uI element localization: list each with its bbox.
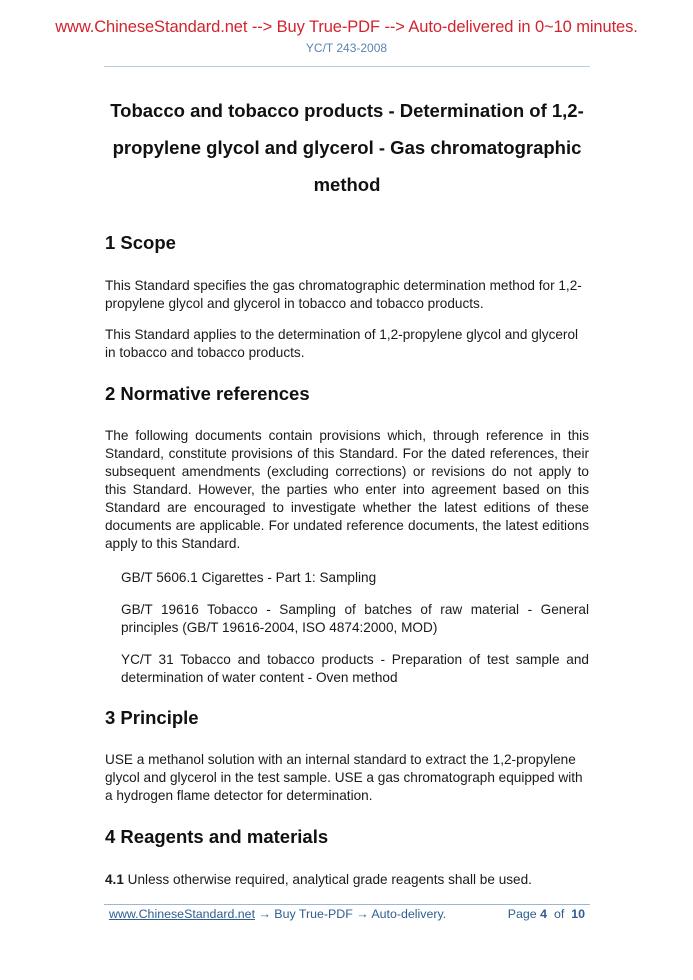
document-code: YC/T 243-2008 xyxy=(305,41,388,55)
section-heading-reagents: 4 Reagents and materials xyxy=(105,826,329,847)
page-indicator xyxy=(508,907,585,921)
footer-promo xyxy=(109,907,446,921)
of-label: of xyxy=(553,907,565,921)
title-line-3: method xyxy=(313,174,381,195)
reference-item: GB/T 5606.1 Cigarettes - Part 1: Sampling xyxy=(121,570,377,585)
section-heading-principle: 3 Principle xyxy=(105,707,199,728)
header-divider xyxy=(104,66,590,67)
document-title xyxy=(104,92,590,203)
page-label: Page xyxy=(507,907,537,921)
section-heading-scope: 1 Scope xyxy=(105,232,176,253)
footer-divider xyxy=(104,904,590,905)
promo-banner[interactable]: www.ChineseStandard.net --> Buy True-PDF --> Auto-delivered in 0~10 minutes. xyxy=(55,18,638,36)
clause-text: Unless otherwise required, analytical grade reagents shall be used. xyxy=(123,872,532,887)
normative-references-paragraph: The following documents contain provisions which, through reference in this Standard, constitute provisions of this Standard. For the dated references, their subsequent amendments (excluding corrections) or revisions do not apply to this Standard. However, the parties who enter into agreement based on this Standard are encouraged to investigate whether the latest editions of these documents are applicable. For undated reference documents, the latest editions apply to this Standard. xyxy=(105,428,589,551)
reference-item: YC/T 31 Tobacco and tobacco products - Preparation of test sample and determination of water content - Oven method xyxy=(121,652,589,685)
scope-paragraph-1: This Standard specifies the gas chromatographic determination method for 1,2-propylene glycol and glycerol in tobacco and tobacco products. xyxy=(105,278,582,311)
page-current: 4 xyxy=(540,907,548,921)
clause-number: 4.1 xyxy=(105,872,124,887)
footer-promo-text: → Buy True-PDF → Auto-delivery. xyxy=(255,907,447,921)
page-total: 10 xyxy=(571,907,585,921)
clause-4-1 xyxy=(105,871,589,889)
title-line-1: Tobacco and tobacco products - Determination of 1,2- xyxy=(110,100,584,121)
principle-paragraph: USE a methanol solution with an internal standard to extract the 1,2-propylene glycol and glycerol in the test sample. USE a gas chromatograph equipped with a hydrogen flame detector for determination. xyxy=(105,752,583,803)
reference-item: GB/T 19616 Tobacco - Sampling of batches of raw material - General principles (GB/T 19616-2004, ISO 4874:2000, MOD) xyxy=(121,602,589,635)
footer-site-link[interactable]: www.ChineseStandard.net xyxy=(109,907,256,921)
page-footer xyxy=(109,907,585,921)
section-heading-normative-references: 2 Normative references xyxy=(105,383,310,404)
title-line-2: propylene glycol and glycerol - Gas chromatographic xyxy=(112,137,582,158)
scope-paragraph-2: This Standard applies to the determination of 1,2-propylene glycol and glycerol in tobacco and tobacco products. xyxy=(105,327,579,360)
